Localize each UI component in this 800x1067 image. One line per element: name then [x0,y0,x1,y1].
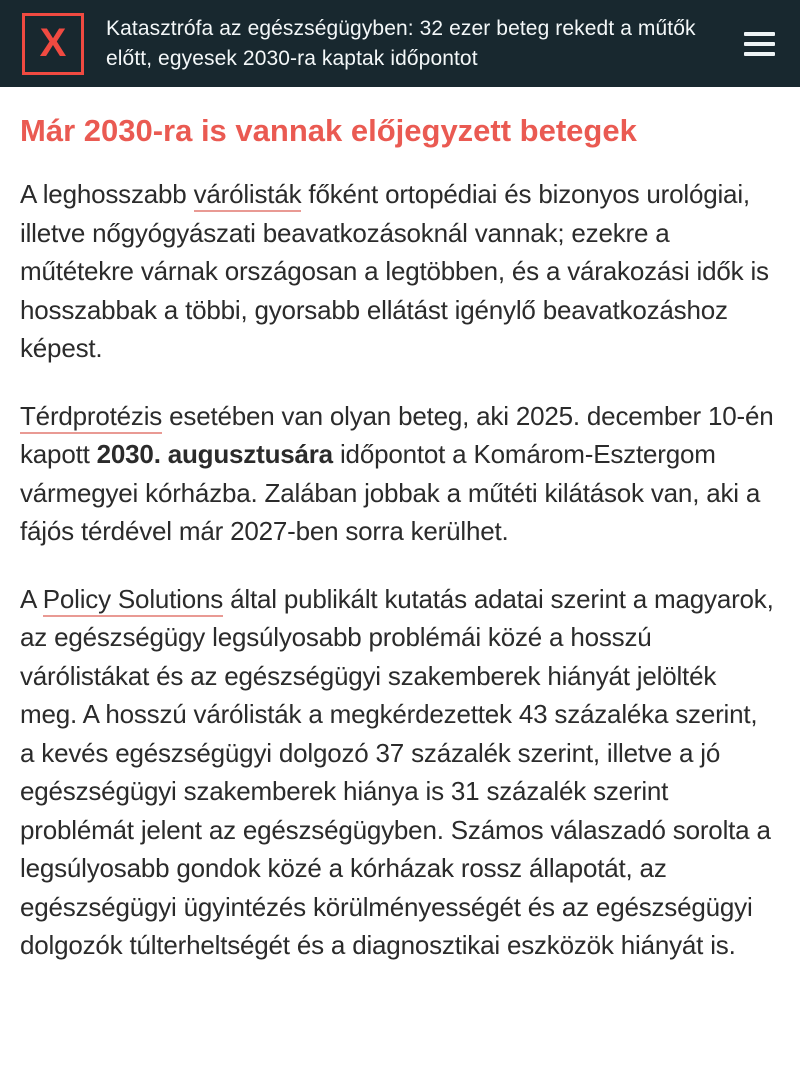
x-logo-icon: X [39,20,67,65]
article-paragraph-3 [20,580,776,965]
paragraph-text: által publikált kutatás adatai szerint a magyarok, az egészségügy legsúlyosabb problémái közé a hosszú várólistákat és az egészségügyi szakemberek hiányát jelölték meg. A hosszú várólisták a megkérdezettek 43 százaléka szerint, a kevés egészségügyi dolgozó 37 százalék szerint, illetve a jó egészségügyi szakemberek hiánya is 31 százalék szerint problémát jelent az egészségügyben. Számos válaszadó sorolta a legsúlyosabb gondok közé a kórházak rossz állapotát, az egészségügyi ügyintézés körülményességét és az egészségügyi dolgozók túlterheltségét és a diagnosztikai eszközök hiányát is. [20,583,774,960]
index-logo[interactable] [22,13,84,75]
paragraph-text: főként ortopédiai és bizonyos urológiai, illetve nőgyógyászati beavatkozásoknál vannak; ezekre a műtétekre várnak országosan a legtöbben, és a várakozási idők is hosszabbak a többi, gyorsabb ellátást igénylő beavatkozáshoz képest. [20,179,769,363]
app-header [0,0,800,87]
paragraph-text: A [20,583,43,614]
paragraph-text: esetében van olyan beteg, aki 2025. december 10-én kapott [20,400,774,469]
inline-link-terdprotezis[interactable]: Térdprotézis [20,401,162,434]
hamburger-menu-button[interactable] [744,29,778,59]
paragraph-text: A leghosszabb [20,179,194,209]
article-headline: Már 2030-ra is vannak előjegyzett betegek [20,113,637,148]
inline-link-varolistak[interactable]: várólisták [194,179,302,212]
bold-date-text: 2030. augusztusára [96,439,333,469]
paragraph-text: időpontot a Komárom-Esztergom vármegyei kórházba. Zalában jobbak a műtéti kilátások van, aki a fájós térdével már 2027-ben sorra kerülhet. [20,439,761,546]
article-body [0,87,800,965]
article-paragraph-1 [20,175,776,368]
header-article-title: Katasztrófa az egészségügyben: 32 ezer beteg rekedt a műtők előtt, egyesek 2030-ra kaptak időpontot [106,16,696,70]
article-paragraph-2 [20,397,776,551]
hamburger-icon [744,32,775,36]
inline-link-policy-solutions[interactable]: Policy Solutions [43,584,223,617]
